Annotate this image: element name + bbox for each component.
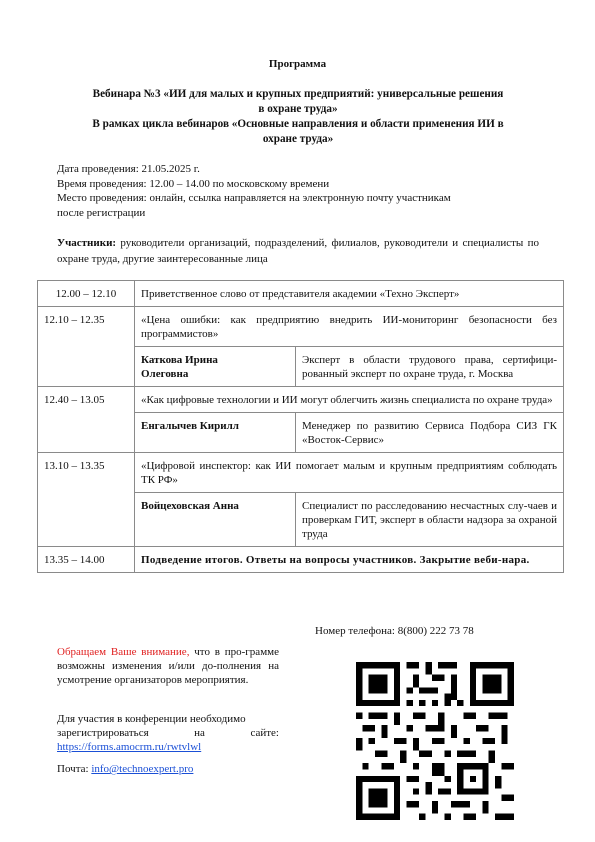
event-place-cont: после регистрации	[57, 206, 146, 219]
email-link[interactable]: info@technoexpert.pro	[91, 763, 194, 775]
topic-cell: «Цена ошибки: как предприятию внедрить ИИ-мониторинг безопасности без программистов»	[135, 307, 564, 347]
topic-cell: Подведение итогов. Ответы на вопросы участников. Закрытие веби-нара.	[135, 547, 564, 573]
topic-cell: «Цифровой инспектор: как ИИ помогает малым и крупным предприятиям соблюдать ТК РФ»	[135, 453, 564, 493]
speaker-cell	[135, 347, 296, 387]
table-row	[38, 281, 564, 307]
role-cell: Эксперт в области трудового права, сертифици-рованный эксперт по охране труда, г. Москва	[296, 347, 564, 387]
event-info	[57, 162, 537, 220]
registration-word: сайте:	[250, 727, 279, 740]
participants	[57, 235, 539, 267]
registration-link[interactable]: https://forms.amocrm.ru/rwtvlwl	[57, 741, 202, 754]
topic-cell: «Как цифровые технологии и ИИ могут облегчить жизнь специалиста по охране труда»	[135, 387, 564, 413]
speaker-name: Каткова Ирина	[141, 354, 218, 366]
speaker-name-cont: Олеговна	[141, 368, 189, 380]
subtitle-line: в охране труда»	[258, 103, 338, 115]
subtitle-line: охране труда»	[262, 133, 334, 145]
table-row	[38, 547, 564, 573]
registration-word: зарегистрироваться	[57, 727, 149, 740]
email-label: Почта:	[57, 763, 92, 775]
qr-code-icon	[356, 662, 514, 820]
notice-rest: что в про-грамме возможны изменения и/или до-полнения на усмотрение организаторов мероприятия.	[57, 646, 279, 687]
participants-label: Участники:	[57, 237, 117, 249]
notice-text	[57, 645, 279, 688]
registration-word: на	[194, 727, 205, 740]
registration-info	[57, 712, 279, 755]
time-cell: 12.40 – 13.05	[38, 387, 135, 453]
speaker-cell: Войцеховская Анна	[135, 493, 296, 547]
subtitle-line: В рамках цикла вебинаров «Основные направления и области применения ИИ в	[92, 118, 504, 130]
participants-text: руководители организаций, подразделений, филиалов, руководители и специалисты по охране труда, другие заинтересованные лица	[57, 237, 539, 265]
role-cell: Менеджер по развитию Сервиса Подбора СИЗ ГК «Восток-Сервис»	[296, 413, 564, 453]
document-title: Программа	[268, 58, 327, 70]
event-time: Время проведения: 12.00 – 14.00 по московскому времени	[57, 177, 330, 190]
speaker-cell: Енгалычев Кирилл	[135, 413, 296, 453]
event-date: Дата проведения: 21.05.2025 г.	[57, 163, 200, 175]
topic-cell: Приветственное слово от представителя академии «Техно Эксперт»	[135, 281, 564, 307]
time-cell: 12.10 – 12.35	[38, 307, 135, 387]
phone-number: Номер телефона: 8(800) 222 73 78	[315, 625, 474, 637]
role-cell: Специалист по расследованию несчастных слу-чаев и проверкам ГИТ, эксперт в области надзора за охраной труда	[296, 493, 564, 547]
table-row	[38, 453, 564, 493]
event-place: Место проведения: онлайн, ссылка направляется на электронную почту участникам	[57, 192, 451, 204]
program-table	[37, 280, 564, 573]
registration-line	[57, 726, 279, 740]
document-subtitle	[55, 87, 541, 147]
subtitle-line: Вебинара №3 «ИИ для малых и крупных предприятий: универсальные решения	[92, 88, 504, 100]
time-cell: 13.10 – 13.35	[38, 453, 135, 547]
table-row	[38, 387, 564, 413]
email-line	[57, 762, 279, 776]
table-row	[38, 307, 564, 347]
registration-line: Для участия в конференции необходимо	[57, 713, 246, 725]
time-cell: 13.35 – 14.00	[38, 547, 135, 573]
notice-highlight: Обращаем Ваше внимание,	[57, 646, 190, 658]
time-cell: 12.00 – 12.10	[38, 281, 135, 307]
